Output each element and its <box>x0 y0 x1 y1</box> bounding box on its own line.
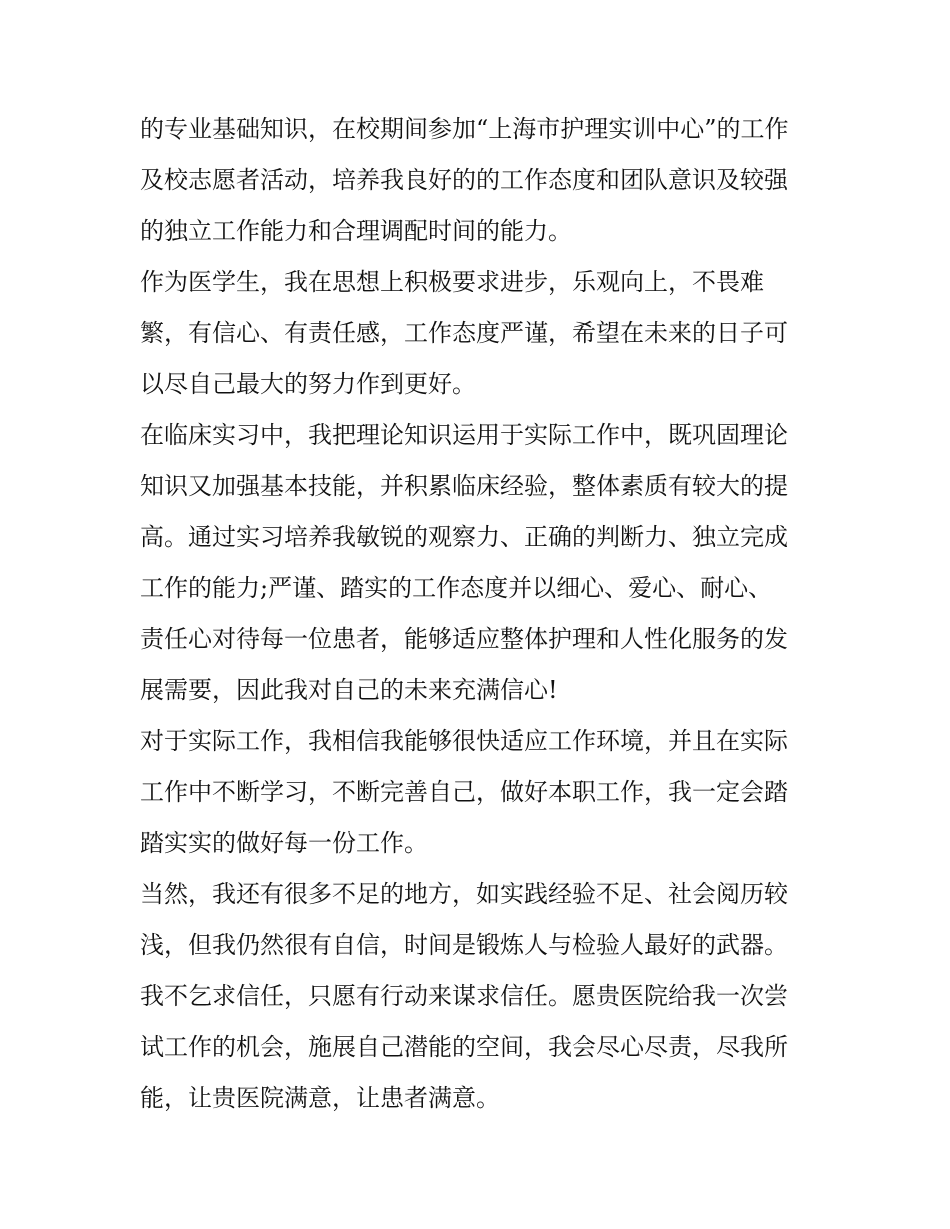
text-line: 浅，但我仍然很有自信，时间是锻炼人与检验人最好的武器。 <box>140 931 788 959</box>
text-line: 踏实实的做好每一份工作。 <box>140 829 428 857</box>
text-line: 高。通过实习培养我敏锐的观察力、正确的判断力、独立完成 <box>140 523 788 551</box>
text-line: 能，让贵医院满意，让患者满意。 <box>140 1084 500 1112</box>
text-line: 工作中不断学习，不断完善自己，做好本职工作，我一定会踏 <box>140 778 788 806</box>
text-line: 以尽自己最大的努力作到更好。 <box>140 370 476 398</box>
body-text <box>140 104 820 1124</box>
text-line: 在临床实习中，我把理论知识运用于实际工作中，既巩固理论 <box>140 421 788 449</box>
text-line: 工作的能力;严谨、踏实的工作态度并以细心、爱心、耐心、 <box>140 574 773 602</box>
text-line: 当然，我还有很多不足的地方，如实践经验不足、社会阅历较 <box>140 880 788 908</box>
text-line: 繁，有信心、有责任感，工作态度严谨，希望在未来的日子可 <box>140 319 788 347</box>
text-line: 对于实际工作，我相信我能够很快适应工作环境，并且在实际 <box>140 727 788 755</box>
text-line: 展需要，因此我对自己的未来充满信心! <box>140 676 558 704</box>
text-line: 责任心对待每一位患者，能够适应整体护理和人性化服务的发 <box>140 625 788 653</box>
text-line: 及校志愿者活动，培养我良好的的工作态度和团队意识及较强 <box>140 166 788 194</box>
text-line: 的专业基础知识，在校期间参加“上海市护理实训中心”的工作 <box>140 115 789 143</box>
text-line: 我不乞求信任，只愿有行动来谋求信任。愿贵医院给我一次尝 <box>140 982 788 1010</box>
text-line: 知识又加强基本技能，并积累临床经验，整体素质有较大的提 <box>140 472 788 500</box>
text-line: 试工作的机会，施展自己潜能的空间，我会尽心尽责，尽我所 <box>140 1033 788 1061</box>
text-line: 的独立工作能力和合理调配时间的能力。 <box>140 217 572 245</box>
text-line: 作为医学生，我在思想上积极要求进步，乐观向上，不畏难 <box>140 268 764 296</box>
